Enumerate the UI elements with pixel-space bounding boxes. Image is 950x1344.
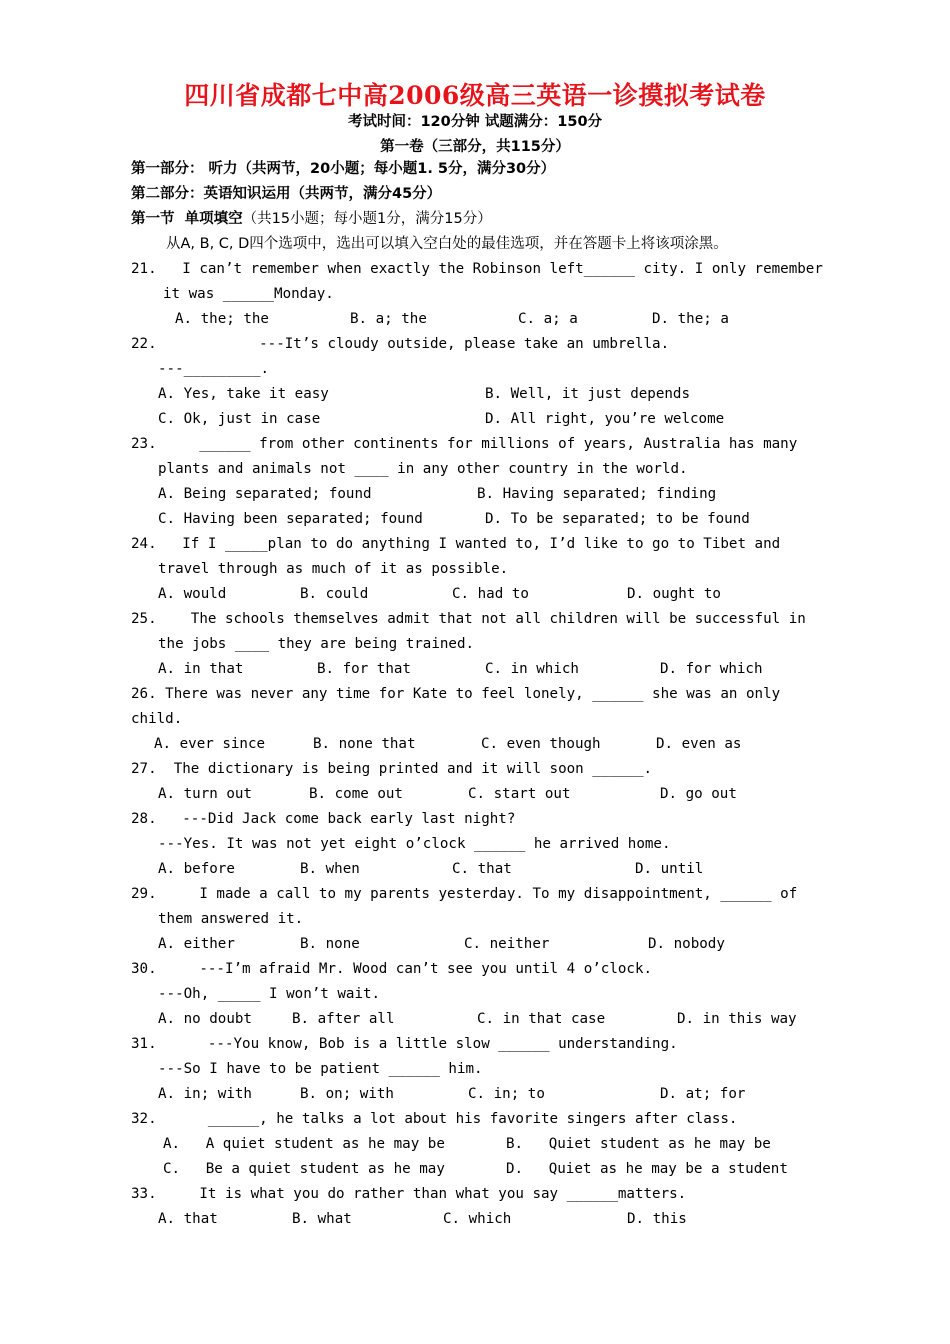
q28-stem: 28. ---Did Jack come back early last night? [131, 811, 516, 827]
q21-option-c: C. a; a [518, 311, 578, 327]
q32-option-b: B. Quiet student as he may be [506, 1136, 771, 1152]
q22-stem-cont: ---_________. [158, 361, 270, 377]
q31-option-d: D. at; for [660, 1086, 746, 1102]
q28-option-d: D. until [635, 861, 704, 877]
q24-option-d: D. ought to [627, 586, 721, 602]
volume-title: 第一卷（三部分，共115分） [380, 139, 570, 155]
q31-option-b: B. on; with [300, 1086, 394, 1102]
q33-stem: 33. It is what you do rather than what you say ______matters. [131, 1186, 687, 1202]
q25-option-d: D. for which [660, 661, 763, 677]
q28-option-c: C. that [452, 861, 512, 877]
q26-stem: 26. There was never any time for Kate to feel lonely, ______ she was an only [131, 686, 781, 702]
q32-option-d: D. Quiet as he may be a student [506, 1161, 788, 1177]
q27-option-b: B. come out [309, 786, 403, 802]
q29-option-c: C. neither [464, 936, 550, 952]
q27-option-c: C. start out [468, 786, 571, 802]
q26-option-c: C. even though [481, 736, 601, 752]
q30-option-c: C. in that case [477, 1011, 606, 1027]
q24-option-c: C. had to [452, 586, 529, 602]
q28-option-a: A. before [158, 861, 235, 877]
q22-option-b: B. Well, it just depends [485, 386, 690, 402]
instruction: 从A, B, C, D四个选项中，选出可以填入空白处的最佳选项，并在答题卡上将该项涂黑。 [166, 236, 728, 252]
q32-stem: 32. ______, he talks a lot about his favorite singers after class. [131, 1111, 738, 1127]
q26-stem-cont: child. [131, 711, 183, 727]
q25-option-a: A. in that [158, 661, 244, 677]
q29-option-a: A. either [158, 936, 235, 952]
q29-stem: 29. I made a call to my parents yesterday. To my disappointment, ______ of [131, 886, 798, 902]
q31-option-c: C. in; to [468, 1086, 545, 1102]
q23-option-d: D. To be separated; to be found [485, 511, 750, 527]
q22-option-d: D. All right, you’re welcome [485, 411, 725, 427]
q22-option-a: A. Yes, take it easy [158, 386, 329, 402]
q31-stem: 31. ---You know, Bob is a little slow ______ understanding. [131, 1036, 678, 1052]
q26-option-a: A. ever since [154, 736, 266, 752]
q22-stem: 22. ---It’s cloudy outside, please take an umbrella. [131, 336, 670, 352]
q21-option-b: B. a; the [350, 311, 427, 327]
q27-stem: 27. The dictionary is being printed and it will soon ______. [131, 761, 653, 777]
q30-option-d: D. in this way [677, 1011, 797, 1027]
q24-stem-cont: travel through as much of it as possible. [158, 561, 509, 577]
q25-option-b: B. for that [317, 661, 411, 677]
q32-option-c: C. Be a quiet student as he may [163, 1161, 445, 1177]
q31-stem-cont: ---So I have to be patient ______ him. [158, 1061, 483, 1077]
q24-stem: 24. If I _____plan to do anything I wanted to, I’d like to go to Tibet and [131, 536, 781, 552]
q30-stem-cont: ---Oh, _____ I won’t wait. [158, 986, 381, 1002]
q29-option-d: D. nobody [648, 936, 725, 952]
q26-option-b: B. none that [313, 736, 416, 752]
q33-option-d: D. this [627, 1211, 687, 1227]
q32-option-a: A. A quiet student as he may be [163, 1136, 445, 1152]
q31-option-a: A. in; with [158, 1086, 252, 1102]
part2-heading: 第二部分：英语知识运用（共两节，满分45分） [131, 186, 442, 202]
q33-option-b: B. what [292, 1211, 352, 1227]
part1-heading: 第一部分： 听力（共两节，20小题；每小题1. 5分，满分30分） [131, 161, 556, 177]
q21-stem-cont: it was ______Monday. [163, 286, 334, 302]
q28-stem-cont: ---Yes. It was not yet eight o’clock ______ he arrived home. [158, 836, 671, 852]
q24-option-b: B. could [300, 586, 369, 602]
q27-option-d: D. go out [660, 786, 737, 802]
q25-option-c: C. in which [485, 661, 579, 677]
q26-option-d: D. even as [656, 736, 742, 752]
q30-option-a: A. no doubt [158, 1011, 252, 1027]
q25-stem-cont: the jobs ____ they are being trained. [158, 636, 475, 652]
q24-option-a: A. would [158, 586, 227, 602]
q33-option-a: A. that [158, 1211, 218, 1227]
section1-heading [131, 210, 492, 228]
q30-stem: 30. ---I’m afraid Mr. Wood can’t see you until 4 o’clock. [131, 961, 653, 977]
exam-info: 考试时间：120分钟 试题满分：150分 [347, 114, 603, 130]
q28-option-b: B. when [300, 861, 360, 877]
q27-option-a: A. turn out [158, 786, 252, 802]
q23-stem-cont: plants and animals not ____ in any other country in the world. [158, 461, 688, 477]
q30-option-b: B. after all [292, 1011, 395, 1027]
q23-option-b: B. Having separated; finding [477, 486, 717, 502]
q23-option-a: A. Being separated; found [158, 486, 372, 502]
exam-title: 四川省成都七中高2006级高三英语一诊摸拟考试卷 [184, 81, 766, 110]
q29-stem-cont: them answered it. [158, 911, 304, 927]
section1-label: 第一节 单项填空 [131, 211, 243, 227]
q21-option-a: A. the; the [175, 311, 269, 327]
q21-stem: 21. I can’t remember when exactly the Robinson left______ city. I only remember [131, 261, 823, 277]
q33-option-c: C. which [443, 1211, 512, 1227]
q21-option-d: D. the; a [652, 311, 729, 327]
section1-detail: （共15小题；每小题1分，满分15分） [242, 211, 492, 227]
q25-stem: 25. The schools themselves admit that not all children will be successful in [131, 611, 806, 627]
q23-option-c: C. Having been separated; found [158, 511, 423, 527]
q22-option-c: C. Ok, just in case [158, 411, 321, 427]
q23-stem: 23. ______ from other continents for millions of years, Australia has many [131, 436, 798, 452]
q29-option-b: B. none [300, 936, 360, 952]
